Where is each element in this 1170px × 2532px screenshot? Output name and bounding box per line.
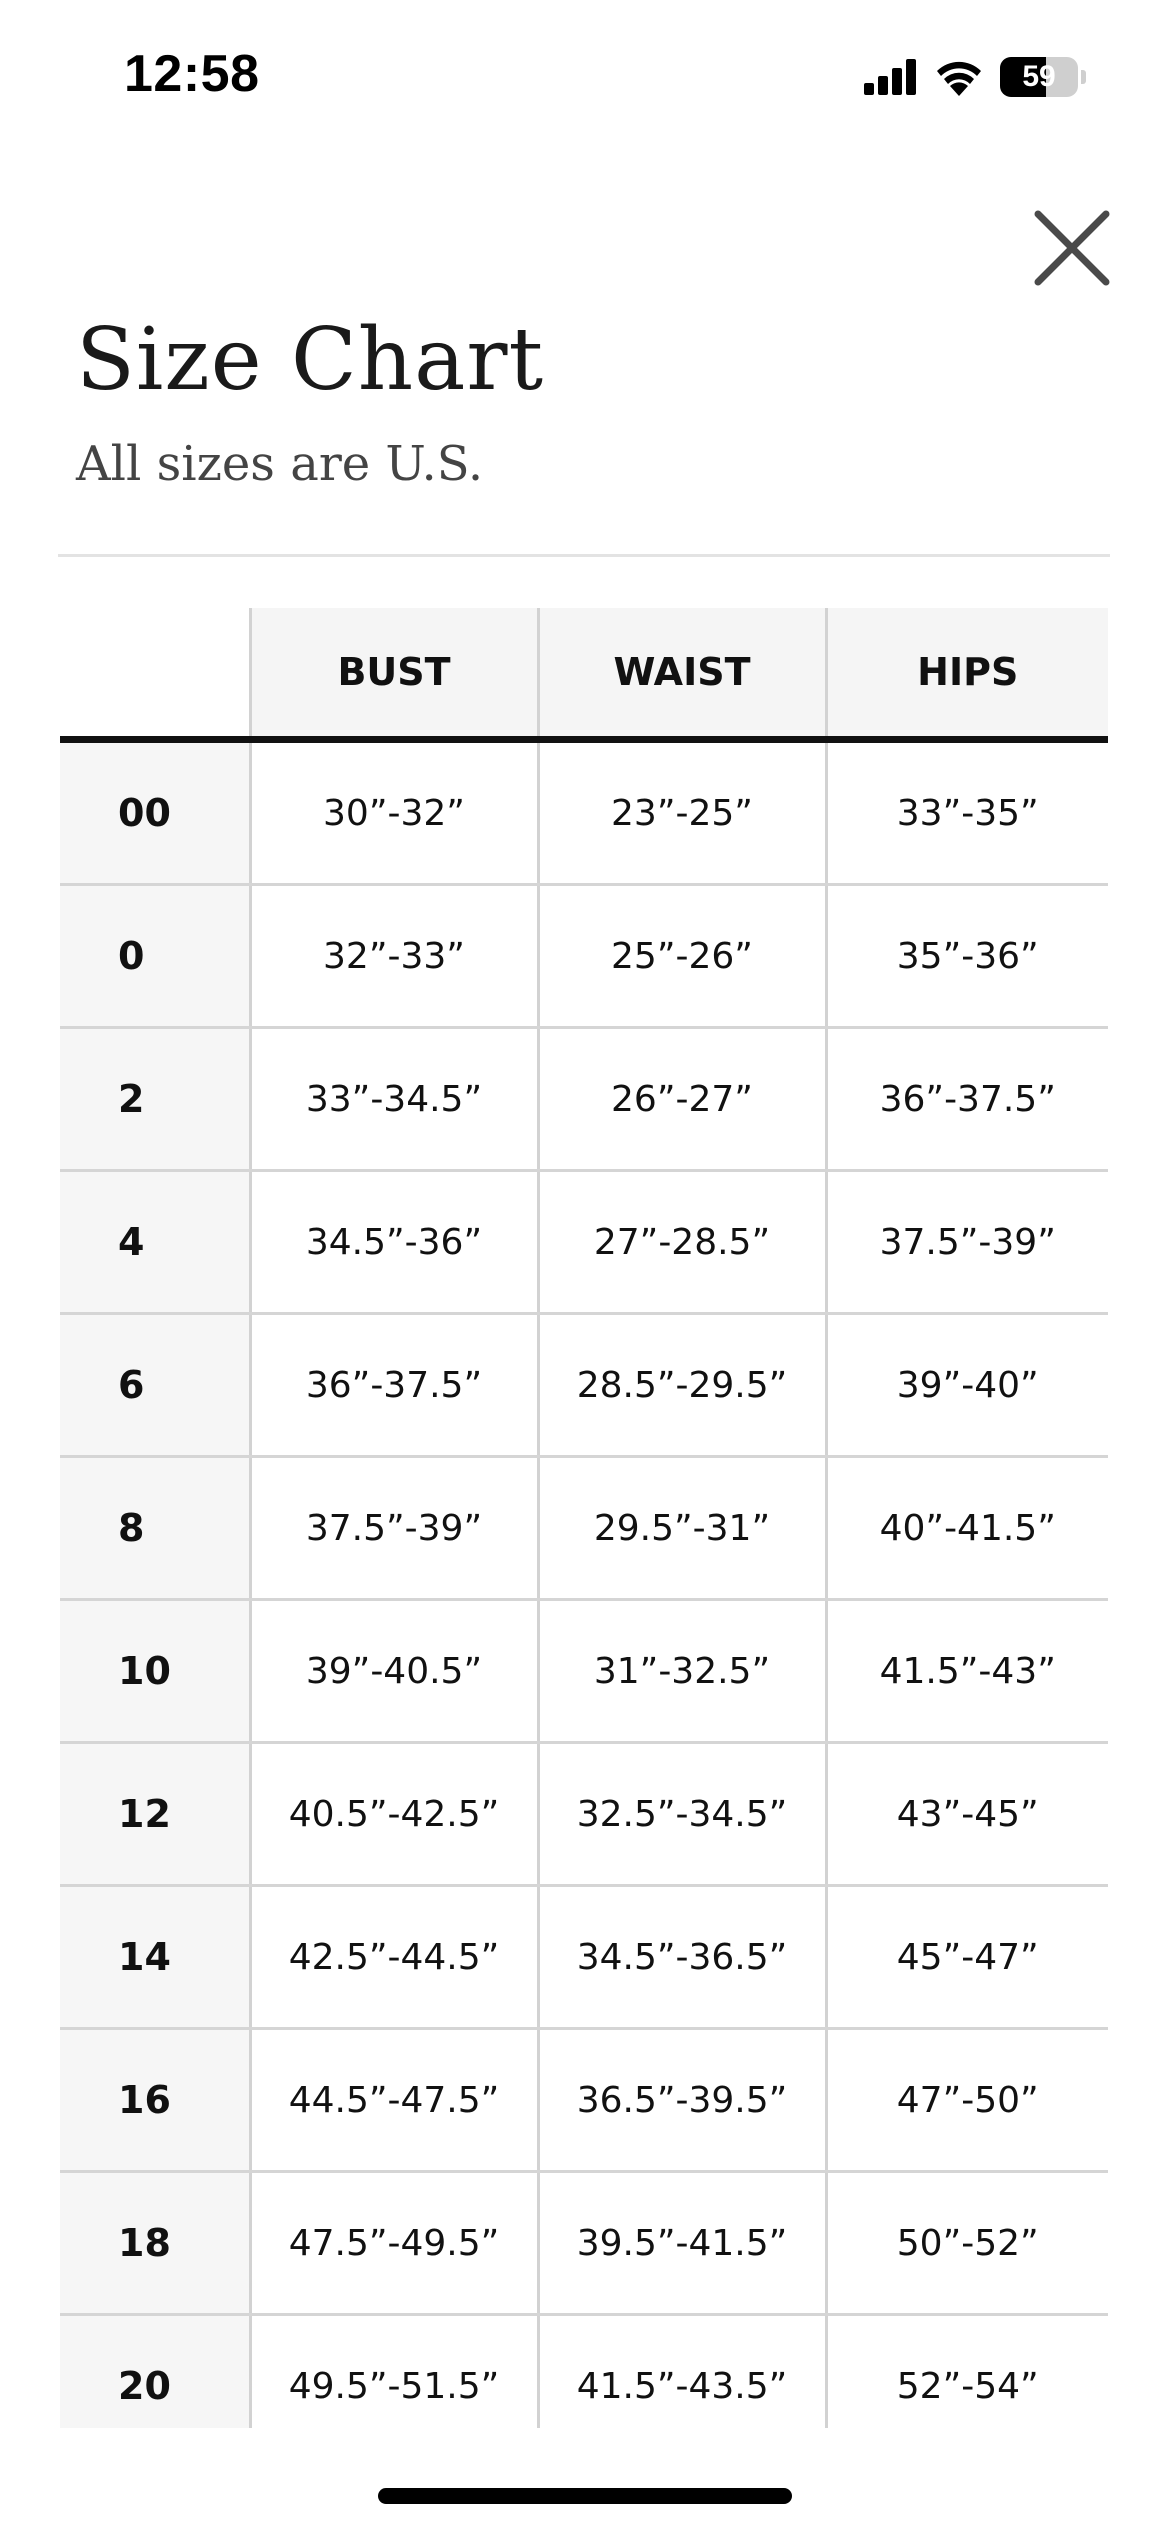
battery-icon: [1000, 57, 1086, 97]
bust-cell: 32”-33”: [250, 885, 538, 1028]
hips-cell: 39”-40”: [826, 1314, 1108, 1457]
table-row: [60, 2172, 1108, 2315]
bust-cell: 40.5”-42.5”: [250, 1743, 538, 1886]
status-time: 12:58: [124, 45, 260, 103]
header-bust: BUST: [250, 608, 538, 740]
table-row: [60, 2029, 1108, 2172]
page-title: Size Chart: [76, 310, 545, 410]
bust-cell: 39”-40.5”: [250, 1600, 538, 1743]
bottom-area: [0, 2428, 1170, 2532]
waist-cell: 39.5”-41.5”: [538, 2172, 826, 2315]
table-row: [60, 885, 1108, 1028]
waist-cell: 26”-27”: [538, 1028, 826, 1171]
hips-cell: 41.5”-43”: [826, 1600, 1108, 1743]
hips-cell: 52”-54”: [826, 2315, 1108, 2458]
table-row: [60, 1171, 1108, 1314]
size-cell: 8: [60, 1457, 250, 1600]
bust-cell: 33”-34.5”: [250, 1028, 538, 1171]
page-subtitle: All sizes are U.S.: [76, 436, 484, 492]
header-size: [60, 608, 250, 740]
size-cell: 10: [60, 1600, 250, 1743]
hips-cell: 43”-45”: [826, 1743, 1108, 1886]
bust-cell: 44.5”-47.5”: [250, 2029, 538, 2172]
waist-cell: 28.5”-29.5”: [538, 1314, 826, 1457]
size-cell: 00: [60, 740, 250, 885]
waist-cell: 25”-26”: [538, 885, 826, 1028]
home-indicator[interactable]: [378, 2488, 792, 2504]
status-icons: [864, 56, 1086, 98]
waist-cell: 31”-32.5”: [538, 1600, 826, 1743]
size-cell: 0: [60, 885, 250, 1028]
waist-cell: 29.5”-31”: [538, 1457, 826, 1600]
waist-cell: 32.5”-34.5”: [538, 1743, 826, 1886]
bust-cell: 47.5”-49.5”: [250, 2172, 538, 2315]
table-row: [60, 1457, 1108, 1600]
divider: [58, 554, 1110, 557]
bust-cell: 36”-37.5”: [250, 1314, 538, 1457]
table-row: [60, 1600, 1108, 1743]
bust-cell: 30”-32”: [250, 740, 538, 885]
bust-cell: 42.5”-44.5”: [250, 1886, 538, 2029]
size-cell: 18: [60, 2172, 250, 2315]
close-button[interactable]: [1032, 208, 1112, 288]
header-hips: HIPS: [826, 608, 1108, 740]
bust-cell: 37.5”-39”: [250, 1457, 538, 1600]
battery-level: 59: [1022, 60, 1056, 93]
waist-cell: 41.5”-43.5”: [538, 2315, 826, 2458]
table-row: [60, 1886, 1108, 2029]
hips-cell: 33”-35”: [826, 740, 1108, 885]
table-header-row: [60, 608, 1108, 740]
waist-cell: 23”-25”: [538, 740, 826, 885]
close-icon: [1032, 208, 1112, 288]
size-cell: 6: [60, 1314, 250, 1457]
hips-cell: 40”-41.5”: [826, 1457, 1108, 1600]
size-cell: 4: [60, 1171, 250, 1314]
wifi-icon: [934, 58, 984, 96]
hips-cell: 36”-37.5”: [826, 1028, 1108, 1171]
header-waist: WAIST: [538, 608, 826, 740]
size-chart-table: [60, 608, 1108, 2459]
size-cell: 14: [60, 1886, 250, 2029]
hips-cell: 37.5”-39”: [826, 1171, 1108, 1314]
hips-cell: 47”-50”: [826, 2029, 1108, 2172]
size-cell: 16: [60, 2029, 250, 2172]
table-row: [60, 1314, 1108, 1457]
bust-cell: 34.5”-36”: [250, 1171, 538, 1314]
size-cell: 20: [60, 2315, 250, 2458]
size-cell: 2: [60, 1028, 250, 1171]
hips-cell: 45”-47”: [826, 1886, 1108, 2029]
waist-cell: 36.5”-39.5”: [538, 2029, 826, 2172]
waist-cell: 34.5”-36.5”: [538, 1886, 826, 2029]
hips-cell: 50”-52”: [826, 2172, 1108, 2315]
hips-cell: 35”-36”: [826, 885, 1108, 1028]
size-cell: 12: [60, 1743, 250, 1886]
table-row: [60, 740, 1108, 885]
waist-cell: 27”-28.5”: [538, 1171, 826, 1314]
table-row: [60, 1743, 1108, 1886]
cellular-signal-icon: [864, 59, 918, 95]
bust-cell: 49.5”-51.5”: [250, 2315, 538, 2458]
table-row: [60, 1028, 1108, 1171]
status-bar: [0, 0, 1170, 150]
